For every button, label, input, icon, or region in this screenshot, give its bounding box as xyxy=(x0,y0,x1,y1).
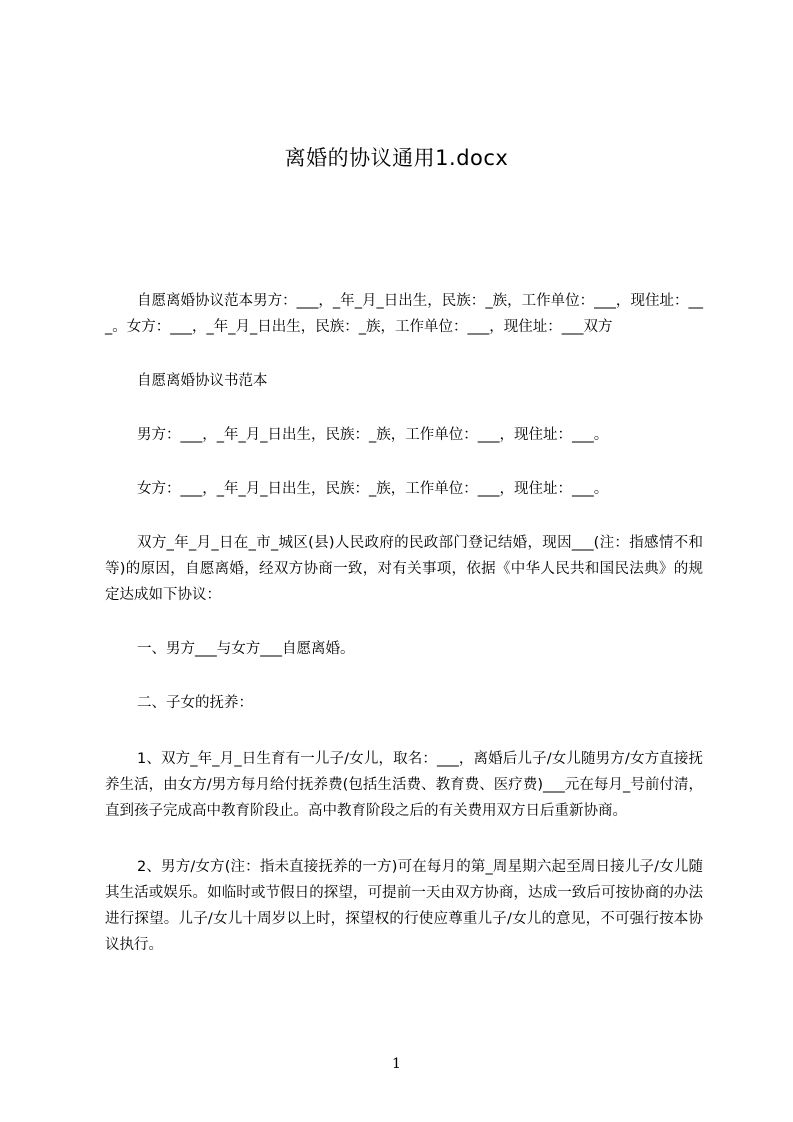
paragraph-marriage-statement: 双方_年_月_日在_市_城区(县)人民政府的民政部门登记结婚，现因___(注：指感情不和等)的原因，自愿离婚，经双方协商一致，对有关事项，依据《中华人民共和国民法典》的规定达成如下协议： xyxy=(105,535,703,603)
paragraph-intro: 自愿离婚协议范本男方：___，_年_月_日出生，民族：_族，工作单位：___，现住址：___。女方：___，_年_月_日出生，民族：_族，工作单位：___，现住址：___双方 xyxy=(105,293,703,335)
paragraph-visitation: 2、男方/女方(注：指未直接抚养的一方)可在每月的第_周星期六起至周日接儿子/女儿随其生活或娱乐。如临时或节假日的探望，可提前一天由双方协商，达成一致后可按协商的办法进行探望。儿子/女儿十周岁以上时，探望权的行使应尊重儿子/女儿的意见，不可强行按本协议执行。 xyxy=(105,859,703,953)
paragraph-male-party: 男方：___，_年_月_日出生，民族：_族，工作单位：___，现住址：___。 xyxy=(137,427,609,443)
page-number: 1 xyxy=(392,1056,401,1072)
paragraph-clause-2: 二、子女的抚养： xyxy=(137,695,253,711)
paragraph-custody: 1、双方_年_月_日生育有一儿子/女儿，取名：___，离婚后儿子/女儿随男方/女方直接抚养生活，由女方/男方每月给付抚养费(包括生活费、教育费、医疗费)___元在每月_号前付清，直到孩子完成高中教育阶段止。高中教育阶段之后的有关费用双方日后重新协商。 xyxy=(105,751,703,819)
document-title: 离婚的协议通用1.docx xyxy=(284,146,509,170)
paragraph-heading: 自愿离婚协议书范本 xyxy=(137,373,268,389)
paragraph-female-party: 女方：___，_年_月_日出生，民族：_族，工作单位：___，现住址：___。 xyxy=(137,481,609,497)
paragraph-clause-1: 一、男方___与女方___自愿离婚。 xyxy=(137,641,355,657)
document-body xyxy=(105,288,703,958)
